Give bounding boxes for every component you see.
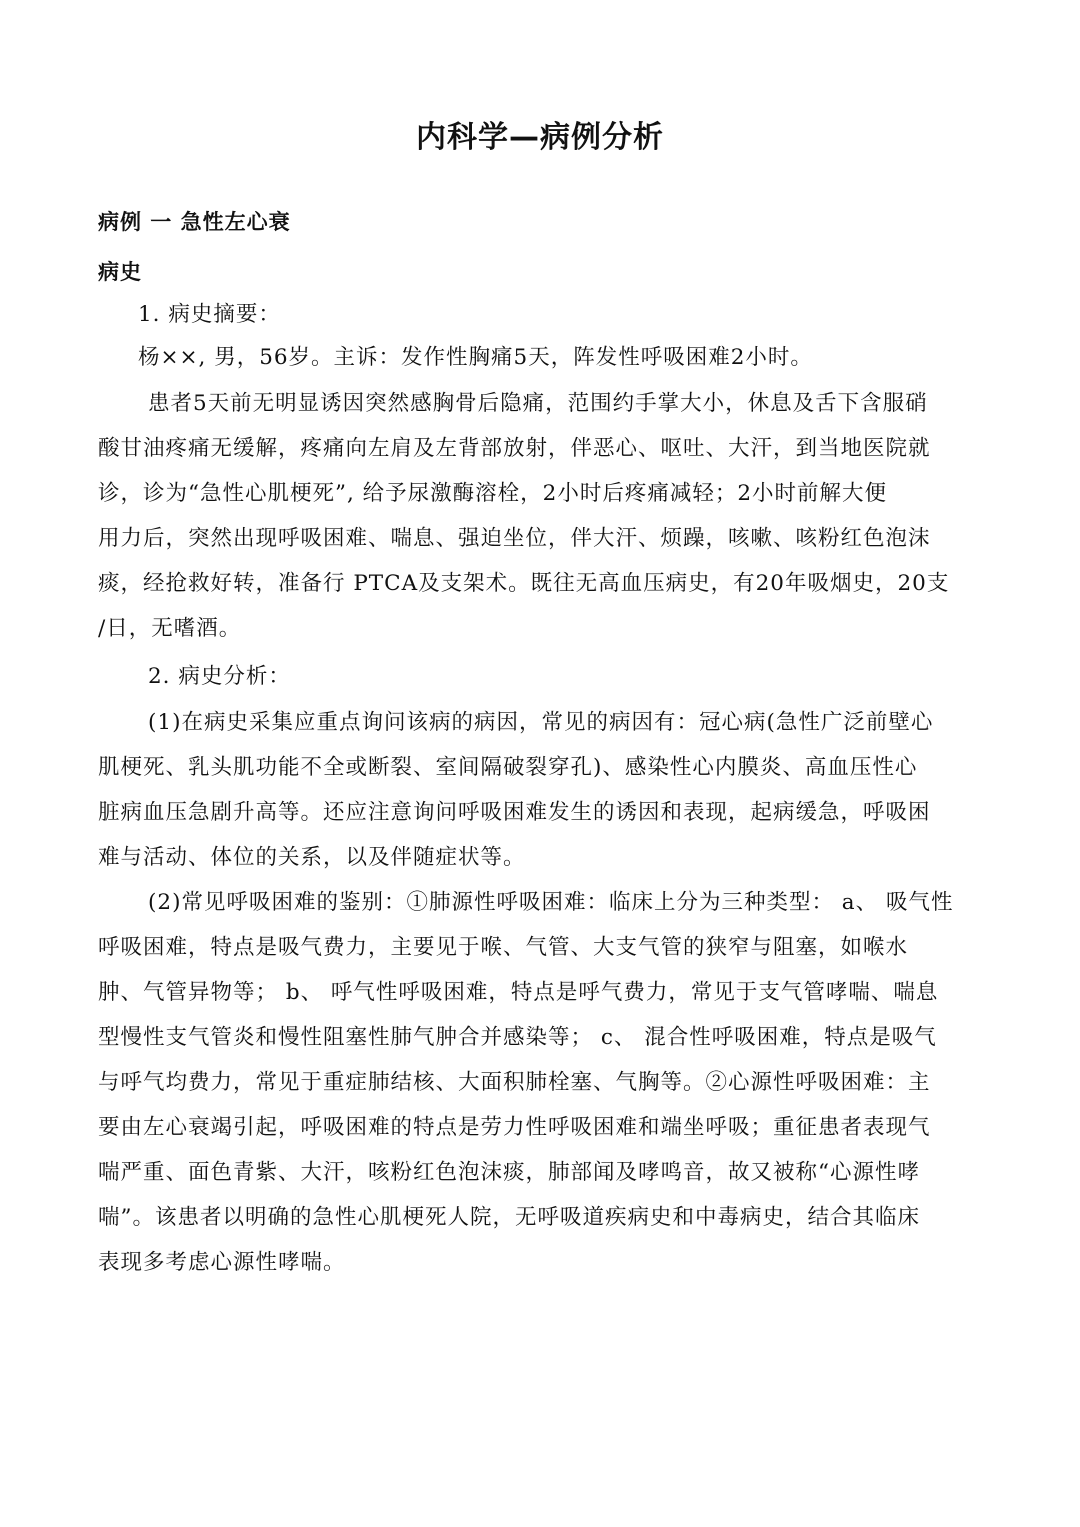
history-line: 痰，经抢救好转，准备行 PTCA及支架术。既往无高血压病史，有20年吸烟史，20支: [98, 571, 950, 596]
analysis-1-line: (1)在病史采集应重点询问该病的病因，常见的病因有：冠心病(急性广泛前壁心: [148, 710, 934, 735]
analysis-1-line: 难与活动、体位的关系，以及伴随症状等。: [98, 845, 526, 870]
subheading-history-analysis: 2. 病史分析：: [148, 664, 291, 689]
analysis-2-line: 与呼气均费力，常见于重症肺结核、大面积肺栓塞、气胸等。②心源性呼吸困难：主: [98, 1070, 931, 1095]
history-line: 患者5天前无明显诱因突然感胸骨后隐痛，范围约手掌大小，休息及舌下含服硝: [148, 391, 928, 416]
patient-line: 杨××, 男，56岁。主诉：发作性胸痛5天，阵发性呼吸困难2小时。: [138, 345, 813, 370]
analysis-2-line: 喘严重、面色青紫、大汗，咳粉红色泡沫痰，肺部闻及哮鸣音，故又被称“心源性哮: [98, 1160, 920, 1185]
history-line: 用力后，突然出现呼吸困难、喘息、强迫坐位，伴大汗、烦躁，咳嗽、咳粉红色泡沫: [98, 526, 931, 551]
section-heading-history: 病史: [98, 260, 142, 284]
history-line: 诊，诊为“急性心肌梗死”, 给予尿激酶溶栓，2小时后疼痛减轻；2小时前解大便: [98, 481, 888, 506]
case-heading: 病例 一 急性左心衰: [98, 210, 291, 234]
analysis-2-line: 型慢性支气管炎和慢性阻塞性肺气肿合并感染等； c、 混合性呼吸困难，特点是吸气: [98, 1025, 937, 1050]
analysis-1-line: 肌梗死、乳头肌功能不全或断裂、室间隔破裂穿孔)、感染性心内膜炎、高血压性心: [98, 755, 918, 780]
history-line: /日，无嗜酒。: [98, 616, 242, 641]
subheading-history-summary: 1. 病史摘要：: [138, 302, 281, 327]
analysis-2-line: 呼吸困难，特点是吸气费力，主要见于喉、气管、大支气管的狭窄与阻塞，如喉水: [98, 935, 909, 960]
analysis-2-line: 肿、气管异物等； b、 呼气性呼吸困难，特点是呼气费力，常见于支气管哮喘、喘息: [98, 980, 939, 1005]
analysis-2-line: 要由左心衰竭引起，呼吸困难的特点是劳力性呼吸困难和端坐呼吸；重征患者表现气: [98, 1115, 931, 1140]
document-title: 内科学—病例分析: [416, 120, 664, 155]
analysis-2-line: (2)常见呼吸困难的鉴别：①肺源性呼吸困难：临床上分为三种类型： a、 吸气性: [148, 890, 954, 915]
history-line: 酸甘油疼痛无缓解，疼痛向左肩及左背部放射，伴恶心、呕吐、大汗，到当地医院就: [98, 436, 931, 461]
analysis-2-line: 喘”。该患者以明确的急性心肌梗死人院，无呼吸道疾病史和中毒病史，结合其临床: [98, 1205, 920, 1230]
analysis-2-line: 表现多考虑心源性哮喘。: [98, 1250, 346, 1275]
analysis-1-line: 脏病血压急剧升高等。还应注意询问呼吸困难发生的诱因和表现，起病缓急，呼吸困: [98, 800, 931, 825]
